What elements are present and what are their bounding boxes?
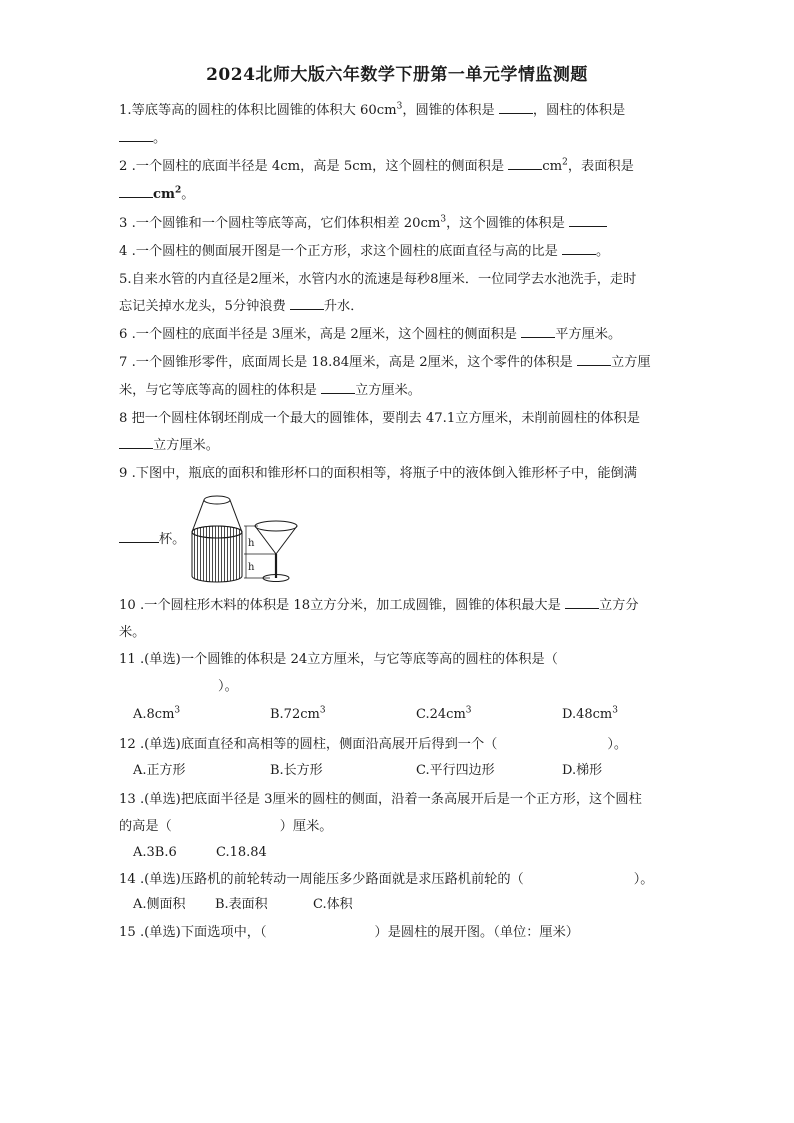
q9-text-l1: 9 .下图中，瓶底的面积和锥形杯口的面积相等，将瓶子中的液体倒入锥形杯子中，能倒满 — [119, 466, 637, 481]
question-2-line-2 — [119, 181, 679, 208]
question-2 — [119, 153, 679, 180]
question-10-line-2 — [119, 619, 679, 646]
q12-option-d[interactable]: D.梯形 — [562, 763, 603, 778]
q10-text-l1b: 立方分 — [598, 598, 639, 613]
question-9 — [119, 460, 679, 487]
page-title: 2024北师大版六年数学下册第一单元学情监测题 — [206, 65, 588, 85]
question-7-line-2 — [119, 377, 679, 404]
q8-text-l2: 立方厘米。 — [153, 438, 219, 453]
q14-option-c[interactable]: C.体积 — [313, 897, 353, 912]
q12-option-b[interactable]: B.长方形 — [270, 763, 323, 778]
question-3 — [119, 210, 679, 237]
q5-text-l2a: 忘记关掉水龙头，5分钟浪费 — [119, 299, 286, 314]
question-14 — [119, 866, 679, 893]
question-6 — [119, 321, 679, 348]
q3-blank[interactable] — [569, 212, 607, 227]
q7-text-l2b: 立方厘米。 — [355, 383, 421, 398]
q1-text-a: 1.等底等高的圆柱的体积比圆锥的体积大 60cm — [119, 103, 397, 118]
q11-option-c[interactable]: $C.24cm^3$ — [416, 705, 472, 722]
q7-text-l1b: 立方厘 — [610, 355, 651, 370]
bottle-and-cone-cup-figure — [190, 492, 310, 586]
q13-text-l2a: 的高是（ — [119, 819, 172, 834]
q12-text-b: ）。 — [607, 737, 628, 752]
q2-text-a: 2 .一个圆柱的底面半径是 4cm，高是 5cm，这个圆柱的侧面积是 — [119, 159, 505, 174]
question-10 — [119, 592, 679, 619]
q6-text-a: 6 .一个圆柱的底面半径是 3厘米，高是 2厘米，这个圆柱的侧面积是 — [119, 327, 517, 342]
q6-text-b: 平方厘米。 — [555, 327, 622, 342]
q4-blank[interactable] — [562, 240, 596, 255]
question-8-line-2 — [119, 432, 679, 459]
q10-text-l1a: 10 .一个圆柱形木料的体积是 18立方分米，加工成圆锥，圆锥的体积最大是 — [119, 598, 561, 613]
q12-option-c[interactable]: C.平行四边形 — [416, 763, 495, 778]
question-8 — [119, 405, 679, 432]
q14-text-b: ）。 — [633, 872, 654, 887]
q11-text-l2: ）。 — [218, 679, 238, 694]
question-11-line-2 — [218, 673, 778, 700]
q4-text-a: 4 .一个圆柱的侧面展开图是一个正方形，求这个圆柱的底面直径与高的比是 — [119, 244, 558, 259]
cup-height-label: h — [248, 538, 255, 549]
q2-blank-1[interactable] — [508, 155, 542, 170]
question-5-line-2 — [119, 293, 679, 320]
q2-unit-1: cm — [542, 159, 563, 174]
q11-text-l1: 11 .(单选)一个圆锥的体积是 24立方厘米，与它等底等高的圆柱的体积是（ — [119, 652, 558, 667]
question-11 — [119, 646, 679, 673]
q14-option-b[interactable]: B.表面积 — [215, 897, 268, 912]
q15-text-a: 15 .(单选)下面选项中，（ — [119, 925, 267, 940]
q2-unit-2: cm — [153, 187, 175, 202]
bottle-icon — [192, 496, 242, 582]
q8-blank[interactable] — [119, 434, 153, 449]
q2-sup-1: 2 — [562, 157, 568, 168]
q7-blank-2[interactable] — [321, 379, 355, 394]
q9-blank[interactable] — [119, 528, 159, 543]
question-1-line-2 — [119, 125, 679, 152]
q7-blank-1[interactable] — [577, 351, 611, 366]
q2-sup-2: 2 — [174, 185, 182, 196]
question-7 — [119, 349, 679, 376]
question-5 — [119, 266, 679, 293]
question-1 — [119, 97, 679, 124]
q9-text-l2: 杯。 — [159, 532, 186, 547]
question-13-line-2 — [119, 813, 679, 840]
q1-sup: 3 — [396, 101, 403, 112]
q2-text-c: ，表面积是 — [567, 159, 634, 174]
q1-text-end: 。 — [153, 131, 167, 146]
q1-blank-2[interactable] — [119, 127, 153, 142]
q2-blank-2[interactable] — [119, 183, 153, 198]
q14-option-a[interactable]: A.侧面积 — [133, 897, 186, 912]
q15-text-b: ）是圆柱的展开图。（单位：厘米） — [374, 925, 579, 940]
q5-blank[interactable] — [290, 295, 324, 310]
q7-text-l1a: 7 .一个圆锥形零件，底面周长是 18.84厘米，高是 2厘米，这个零件的体积是 — [119, 355, 573, 370]
q5-text-l2b: 升水． — [323, 299, 364, 314]
question-12 — [119, 731, 679, 758]
q6-blank[interactable] — [521, 323, 555, 338]
q8-text-l1: 8 把一个圆柱体钢坯削成一个最大的圆锥体，要削去 47.1立方厘米，未削前圆柱的体积是 — [119, 411, 640, 426]
q11-option-b[interactable]: $B.72cm^3$ — [270, 705, 326, 722]
q10-blank[interactable] — [565, 594, 599, 609]
q1-text-b: ，圆锥的体积是 — [402, 103, 495, 118]
q11-option-d[interactable]: $D.48cm^3$ — [562, 705, 618, 722]
q10-text-l2: 米。 — [119, 625, 146, 640]
question-13 — [119, 786, 679, 813]
question-15 — [119, 919, 679, 946]
q4-text-b: 。 — [595, 244, 610, 259]
q3-text-b: ，这个圆锥的体积是 — [446, 216, 565, 231]
q14-text-a: 14 .(单选)压路机的前轮转动一周能压多少路面就是求压路机前轮的（ — [119, 872, 524, 887]
q13-option-c[interactable]: C.18.84 — [216, 845, 267, 860]
q1-text-c: ，圆柱的体积是 — [532, 103, 626, 118]
q5-text-l1: 5.自来水管的内直径是2厘米，水管内水的流速是每秒8厘米．一位同学去水池洗手，走时 — [119, 272, 637, 287]
q11-option-a[interactable]: $A.8cm^3$ — [133, 705, 181, 722]
q12-text-a: 12 .(单选)底面直径和高相等的圆柱，侧面沿高展开后得到一个（ — [119, 737, 498, 752]
q3-sup: 3 — [440, 214, 447, 225]
q7-text-l2a: 米，与它等底等高的圆柱的体积是 — [119, 383, 317, 398]
q13-text-l2b: ）厘米。 — [279, 819, 333, 834]
q2-text-end: 。 — [181, 187, 195, 202]
q3-text-a: 3 .一个圆锥和一个圆柱等底等高，它们体积相差 20cm — [119, 216, 441, 231]
question-4 — [119, 238, 679, 265]
bottle-height-label: h — [248, 562, 255, 573]
q1-blank-1[interactable] — [499, 99, 533, 114]
q13-text-l1: 13 .(单选)把底面半径是 3厘米的圆柱的侧面，沿着一条高展开后是一个正方形，这个圆柱 — [119, 792, 642, 807]
q13-option-ab[interactable]: A.3B.6 — [133, 845, 177, 860]
q12-option-a[interactable]: A.正方形 — [133, 763, 186, 778]
